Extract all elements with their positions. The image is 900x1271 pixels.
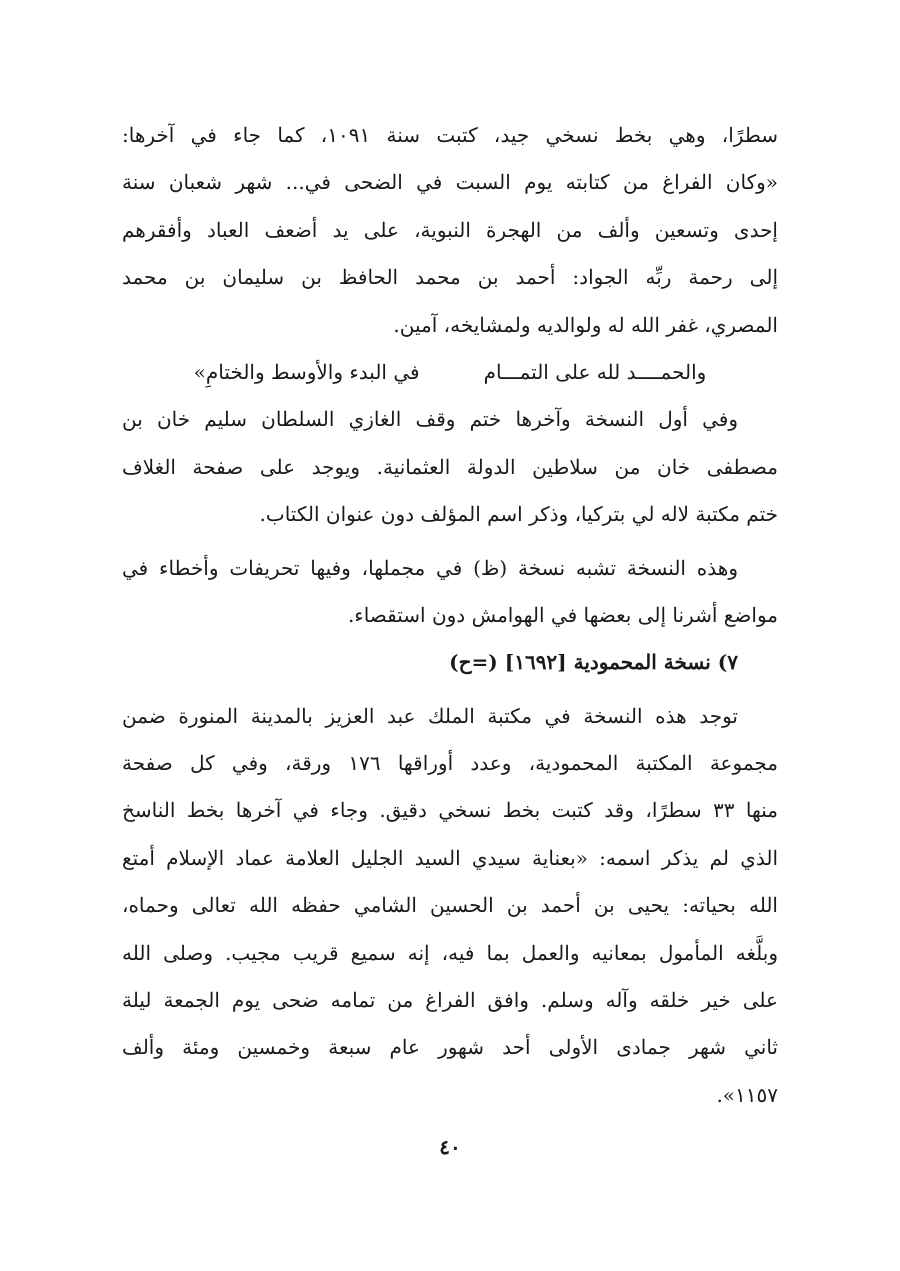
text-line: المصري، غفر الله له ولوالديه ولمشايخه، آمين. — [393, 312, 778, 337]
paragraph-copy-comparison — [122, 545, 778, 640]
text-line: وفي أول النسخة وآخرها ختم وقف الغازي السلطان سليم خان بن — [122, 407, 738, 432]
paragraph-waqf-seal — [122, 396, 778, 538]
text-line: ١١٥٧». — [716, 1082, 778, 1107]
text-line: مصطفى خان من سلاطين الدولة العثمانية. ويوجد على صفحة الغلاف — [122, 454, 778, 479]
text-line: توجد هذه النسخة في مكتبة الملك عبد العزيز بالمدينة المنورة ضمن — [122, 703, 738, 728]
text-line: الذي لم يذكر اسمه: «بعناية سيدي السيد الجليل العلامة عماد الإسلام أمتع — [122, 845, 778, 870]
paragraph-manuscript-colophon — [122, 112, 778, 349]
text-line: مجموعة المكتبة المحمودية، وعدد أوراقها ١٧٦ ورقة، وفي كل صفحة — [122, 751, 778, 776]
page-body — [122, 112, 778, 1119]
section-heading: ٧) نسخة المحمودية [١٦٩٢] (=ح) — [449, 650, 738, 675]
text-line: على خير خلقه وآله وسلم. وافق الفراغ من تمامه ضحى يوم الجمعة ليلة — [122, 988, 778, 1013]
text-line: منها ٣٣ سطرًا، وقد كتبت بخط نسخي دقيق. وجاء في آخرها بخط الناسخ — [122, 798, 778, 823]
text-line: «وكان الفراغ من كتابته يوم السبت في الضحى في... شهر شعبان سنة — [122, 170, 778, 195]
text-line: إحدى وتسعين وألف من الهجرة النبوية، على يد أضعف العباد وأفقرهم — [122, 217, 778, 242]
verse-line — [122, 349, 778, 396]
text-line: الله بحياته: يحيى بن أحمد بن الحسين الشامي حفظه الله تعالى وحماه، — [122, 893, 778, 918]
text-line: مواضع أشرنا إلى بعضها في الهوامش دون استقصاء. — [347, 602, 778, 627]
text-line: وبلَّغه المأمول بمعانيه والعمل بما فيه، إنه سميع قريب مجيب. وصلى الله — [122, 940, 778, 965]
text-line: ثاني شهر جمادى الأولى أحد شهور عام سبعة وخمسين ومئة وألف — [122, 1035, 778, 1060]
text-line: ختم مكتبة لاله لي بتركيا، وذكر اسم المؤلف دون عنوان الكتاب. — [259, 502, 778, 527]
verse-hemistich-left: في البدء والأوسط والختامِ» — [193, 359, 420, 384]
text-line: سطرًا، وهي بخط نسخي جيد، كتبت سنة ١٠٩١، كما جاء في آخرها: — [122, 123, 778, 147]
text-line: إلى رحمة ربِّه الجواد: أحمد بن محمد الحافظ بن سليمان بن محمد — [122, 265, 778, 290]
paragraph-mahmudiya-copy — [122, 693, 778, 1120]
page-number: ٤٠ — [439, 1135, 461, 1159]
text-line: وهذه النسخة تشبه نسخة (ظ) في مجملها، وفيها تحريفات وأخطاء في — [122, 555, 738, 580]
verse-hemistich-right: والحمــــد لله على التمـــام — [483, 359, 707, 384]
